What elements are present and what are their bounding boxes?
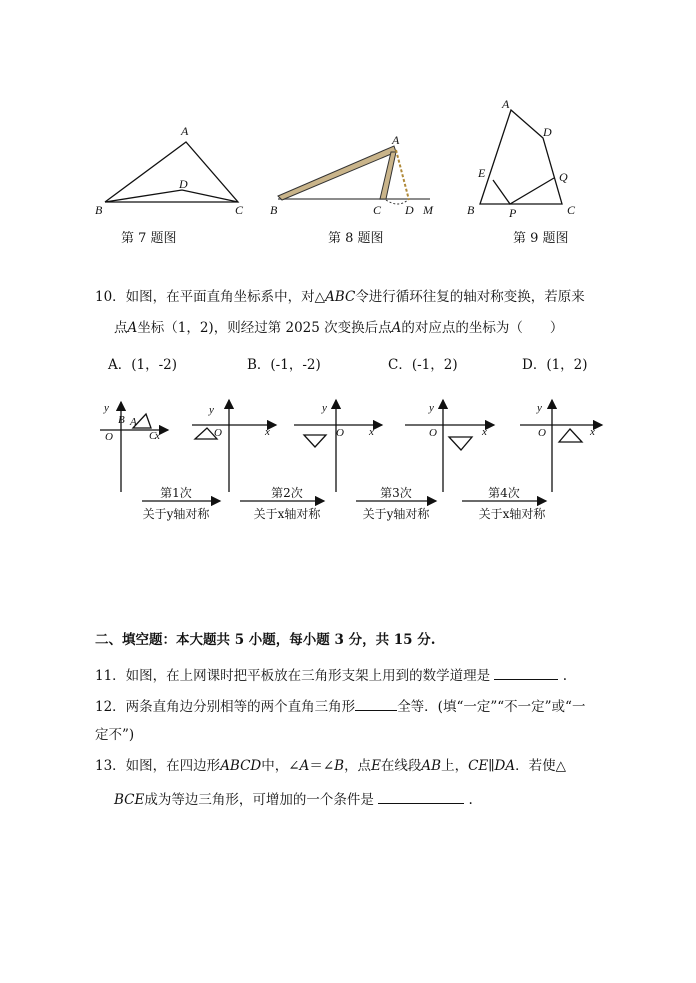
figure-7 — [90, 122, 250, 218]
fig9-label-b: B — [467, 203, 475, 217]
p2-x-label: x — [265, 426, 270, 438]
p1-o-label: O — [105, 431, 113, 443]
q13-t7: ，点 — [344, 758, 372, 774]
fig7-label-d: D — [179, 177, 188, 191]
q10-text-2e: 的对应点的坐标为（ ） — [401, 320, 564, 336]
fig7-label-c: C — [235, 203, 244, 217]
step-3-bottom: 关于y轴对称 — [362, 507, 430, 521]
p3-x-label: x — [369, 426, 374, 438]
p1-tri-a: A — [130, 416, 137, 428]
p1-y-label: y — [104, 402, 109, 414]
q10-text-2d: A — [391, 320, 402, 336]
p3-y-label: y — [322, 402, 327, 414]
q11-answer-blank[interactable] — [494, 667, 558, 680]
fig8-label-m: M — [423, 203, 433, 217]
dashed-stand — [396, 150, 409, 200]
q13-t10: AB — [421, 758, 442, 774]
q13-t15: ．若使△ — [515, 758, 566, 774]
q13-t8: E — [371, 758, 381, 774]
fig8-label-c: C — [373, 203, 382, 217]
p1-tri-b: B — [118, 414, 125, 426]
p5-o-label: O — [538, 427, 546, 439]
fig7-caption: 第 7 题图 — [121, 231, 177, 246]
figure-8 — [268, 130, 440, 216]
q10-text-2c: 坐标（1，2)，则经过第 2025 次变换后点 — [137, 320, 392, 336]
fig8-label-a: A — [392, 133, 400, 147]
p4-y-label: y — [429, 402, 434, 414]
q10-option-b[interactable]: B．(-1，-2) — [247, 357, 321, 373]
q12-answer-blank[interactable] — [355, 698, 397, 711]
step-4-bottom: 关于x轴对称 — [478, 507, 546, 521]
step-2-top: 第2次 — [271, 486, 303, 500]
p1-x-label: x — [155, 430, 160, 442]
q13-t14: DA — [494, 758, 516, 774]
q13-t12: CE — [468, 758, 489, 774]
q10-option-d[interactable]: D．(1，2) — [522, 357, 588, 373]
fig8-label-b: B — [270, 203, 278, 217]
inner-lines-bdc — [105, 190, 238, 202]
stand-bar — [380, 152, 396, 199]
q13-answer-blank[interactable] — [378, 791, 464, 804]
step-4-top: 第4次 — [488, 486, 520, 500]
step-1-top: 第1次 — [160, 486, 192, 500]
q10-text-2b: A — [127, 320, 138, 336]
fig9-label-a: A — [502, 97, 510, 111]
q10-option-c[interactable]: C．(-1，2) — [388, 357, 458, 373]
q11-line — [95, 667, 567, 684]
q11-text: 11．如图，在上网课时把平板放在三角形支架上用到的数学道理是 — [95, 668, 491, 684]
step-2-bottom: 关于x轴对称 — [253, 507, 321, 521]
p1-tri-c: C — [149, 430, 157, 442]
section-2-heading: 二、填空题：本大题共 5 小题，每小题 3 分，共 15 分. — [95, 632, 436, 648]
tablet-bar — [278, 146, 396, 200]
p5-x-label: x — [590, 426, 595, 438]
q10-option-a[interactable]: A．(1，-2) — [108, 357, 178, 373]
q10-text-1b: ABC — [325, 289, 356, 305]
q13-t16: BCE — [114, 792, 145, 808]
fig7-label-a: A — [181, 124, 189, 138]
q13-t17: 成为等边三角形，可增加的一个条件是 — [144, 792, 374, 808]
fig9-caption: 第 9 题图 — [513, 231, 569, 246]
figure-9 — [468, 100, 588, 218]
fig9-label-c: C — [567, 203, 576, 217]
fig8-label-d: D — [405, 203, 414, 217]
step-1-bottom: 关于y轴对称 — [142, 507, 210, 521]
q13-line1 — [95, 760, 566, 774]
q10-text-1a: 10．如图，在平面直角坐标系中，对△ — [95, 289, 326, 305]
q13-t5: ＝∠ — [309, 758, 335, 774]
q12-line2: 定不”) — [95, 727, 135, 743]
q10-text-1c: 令进行循环往复的轴对称变换，若原来 — [355, 289, 585, 305]
q10-text-2a: 点 — [114, 320, 128, 336]
q12-line1 — [95, 698, 585, 715]
q13-t4: A — [299, 758, 310, 774]
p4-o-label: O — [429, 427, 437, 439]
fig8-caption: 第 8 题图 — [328, 231, 384, 246]
p3-o-label: O — [336, 427, 344, 439]
panel-2 — [192, 400, 276, 492]
panel-3-triangle — [304, 435, 326, 447]
q10-line1 — [95, 291, 585, 305]
panel-5 — [520, 400, 602, 492]
panel-4 — [405, 400, 494, 492]
fig9-label-e: E — [478, 166, 486, 180]
q13-t1: 13．如图，在四边形 — [95, 758, 221, 774]
fig9-label-d: D — [543, 125, 552, 139]
panel-3 — [294, 400, 382, 492]
q13-t9: 在线段 — [380, 758, 422, 774]
p5-y-label: y — [537, 402, 542, 414]
p2-y-label: y — [209, 404, 214, 416]
q13-t11: 上， — [441, 758, 469, 774]
step-3-top: 第3次 — [380, 486, 412, 500]
q13-t2: ABCD — [220, 758, 262, 774]
fig7-label-b: B — [95, 203, 103, 217]
q13-t13: ∥ — [488, 758, 495, 774]
p4-x-label: x — [482, 426, 487, 438]
p2-o-label: O — [214, 427, 222, 439]
q11-end: . — [562, 668, 568, 684]
q13-end: . — [468, 792, 473, 808]
q13-t3: 中，∠ — [261, 758, 300, 774]
triangle-abc — [105, 142, 238, 202]
panel-4-triangle — [449, 437, 472, 450]
lines-epq — [493, 178, 554, 204]
q12-text-1a: 12．两条直角边分别相等的两个直角三角形 — [95, 699, 356, 715]
q12-text-1b: 全等．(填“一定”“不一定”或“一 — [397, 699, 586, 715]
fig9-label-q: Q — [559, 170, 568, 184]
panel-5-triangle — [559, 429, 582, 442]
q13-line2 — [114, 791, 473, 808]
q13-t6: B — [334, 758, 345, 774]
q10-line2 — [114, 322, 563, 336]
fig9-label-p: P — [509, 206, 517, 220]
